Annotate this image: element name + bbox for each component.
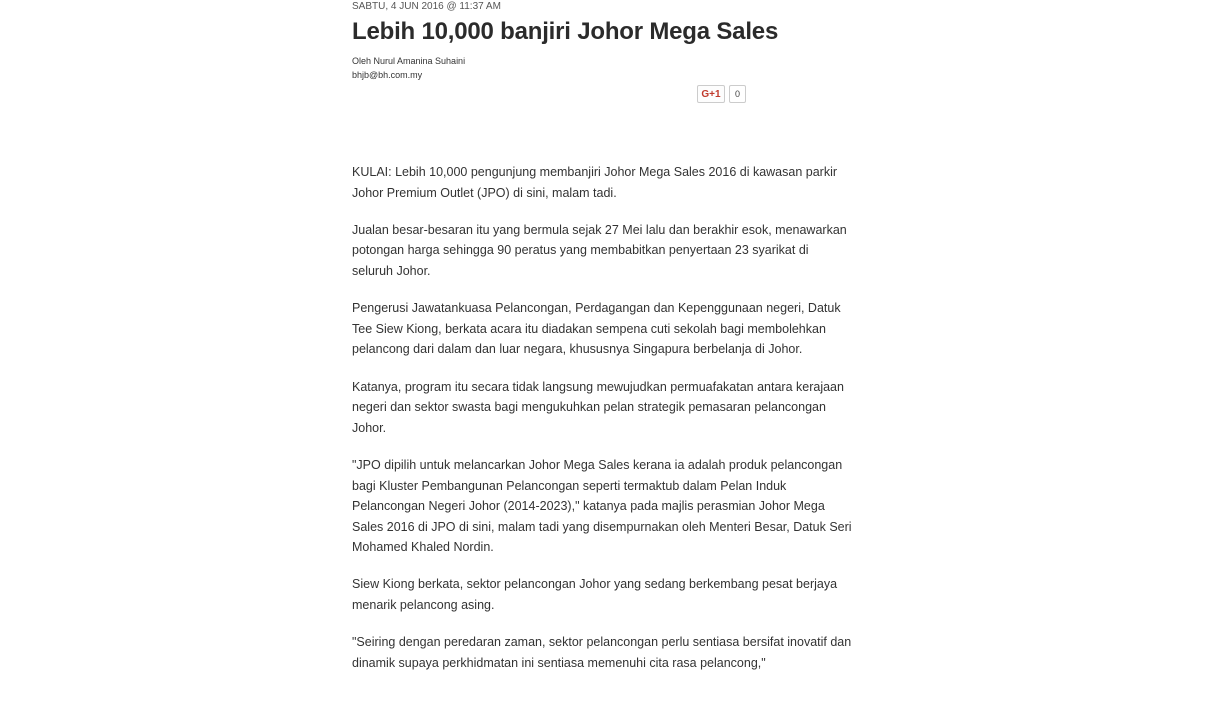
article-title: Lebih 10,000 banjiri Johor Mega Sales (352, 18, 779, 45)
google-plus-button[interactable]: G+1 (697, 85, 725, 103)
author-email[interactable]: bhjb@bh.com.my (352, 70, 423, 80)
article-paragraph: "Seiring dengan peredaran zaman, sektor pelancongan perlu sentiasa bersifat inovatif dan dinamik supaya perkhidmatan ini sentiasa memenuhi cita rasa pelancong," (352, 635, 852, 670)
article-paragraph: Katanya, program itu secara tidak langsung mewujudkan permuafakatan antara kerajaan negeri dan sektor swasta bagi mengukuhkan pelan strategik pemasaran pelancongan Johor. (352, 379, 844, 435)
article-paragraph: Pengerusi Jawatankuasa Pelancongan, Perdagangan dan Kepenggunaan negeri, Datuk Tee Siew Kiong, berkata acara itu diadakan sempena cuti sekolah bagi membolehkan pelancong dari dalam dan luar negara, khususnya Singapura berbelanja di Johor. (352, 301, 841, 357)
share-bar (697, 85, 746, 103)
article-date: SABTU, 4 JUN 2016 @ 11:37 AM (352, 1, 501, 12)
article-paragraph: Siew Kiong berkata, sektor pelancongan Johor yang sedang berkembang pesat berjaya menarik pelancong asing. (352, 577, 838, 613)
article-byline (352, 55, 465, 81)
article-body (352, 162, 852, 690)
article-paragraph: "JPO dipilih untuk melancarkan Johor Mega Sales kerana ia adalah produk pelancongan bagi Kluster Pembangunan Pelancongan seperti termaktub dalam Pelan Induk Pelancongan Negeri Johor (2014-2023)," katanya pada majlis perasmian Johor Mega Sales 2016 di JPO di sini, malam tadi yang disempurnakan oleh Menteri Besar, Datuk Seri Mohamed Khaled Nordin. (352, 457, 852, 555)
google-plus-count: 0 (729, 85, 746, 103)
author-name[interactable]: Oleh Nurul Amanina Suhaini (352, 56, 466, 66)
article-paragraph: KULAI: Lebih 10,000 pengunjung membanjiri Johor Mega Sales 2016 di kawasan parkir Johor Premium Outlet (JPO) di sini, malam tadi. (352, 165, 838, 200)
article-paragraph: Jualan besar-besaran itu yang bermula sejak 27 Mei lalu dan berakhir esok, menawarkan potongan harga sehingga 90 peratus yang membabitkan penyertaan 23 syarikat di seluruh Johor. (352, 222, 847, 278)
